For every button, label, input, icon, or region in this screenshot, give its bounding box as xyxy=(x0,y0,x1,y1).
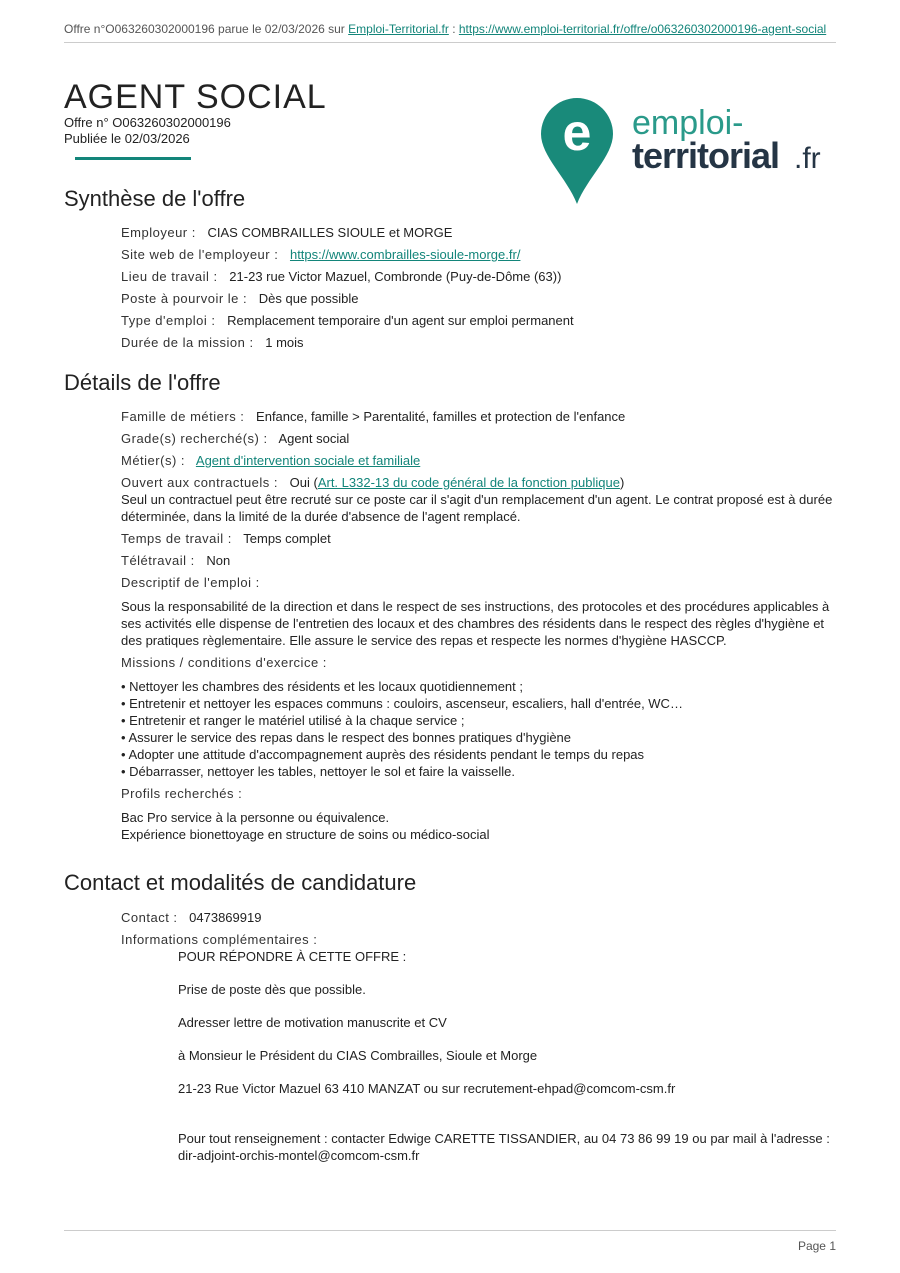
accent-bar xyxy=(75,157,191,160)
source-line xyxy=(64,21,836,43)
family-label: Famille de métiers : xyxy=(121,409,245,424)
telework-value: Non xyxy=(206,553,231,568)
contract-label: Ouvert aux contractuels : xyxy=(121,475,279,490)
section-heading-details: Détails de l'offre xyxy=(64,370,221,395)
duration-label: Durée de la mission : xyxy=(121,335,254,350)
page-title: AGENT SOCIAL xyxy=(64,78,327,116)
page-number: Page 1 xyxy=(797,1239,836,1253)
section-heading-contact: Contact et modalités de candidature xyxy=(64,870,417,895)
metier-link[interactable]: Agent d'intervention sociale et familiale xyxy=(195,453,421,468)
worktime-label: Temps de travail : xyxy=(121,531,232,546)
info-label: Informations complémentaires : xyxy=(121,932,318,947)
separator: : xyxy=(452,22,456,36)
contact-phone: 0473869919 xyxy=(189,910,262,925)
start-value: Dès que possible xyxy=(258,291,359,306)
synthese-section xyxy=(121,224,836,356)
mission-item: • Entretenir et nettoyer les espaces communs : couloirs, ascenseur, escaliers, hall d'entrée, WC… xyxy=(121,696,683,711)
svg-text:emploi-: emploi- xyxy=(632,104,744,142)
offer-url-link[interactable]: https://www.emploi-territorial.fr/offre/o063260302000196-agent-social xyxy=(458,22,827,36)
info-line: à Monsieur le Président du CIAS Combrailles, Sioule et Morge xyxy=(178,1048,538,1063)
paren: ) xyxy=(619,475,625,490)
description-label: Descriptif de l'emploi : xyxy=(121,575,260,590)
contact-section xyxy=(121,909,836,1180)
contract-text: Seul un contractuel peut être recruté sur ce poste car il s'agit d'un remplacement d'un agent. Le contrat proposé est à durée déterminée, dans la limité de la durée d'absence de l'agent remplacé. xyxy=(121,492,833,524)
mission-item: • Entretenir et ranger le matériel utilisé à la chaque service ; xyxy=(121,713,465,728)
profiles-label: Profils recherchés : xyxy=(121,786,243,801)
missions-list xyxy=(121,678,836,780)
law-article-link[interactable]: Art. L332-13 du code général de la fonction publique xyxy=(317,475,620,490)
missions-label: Missions / conditions d'exercice : xyxy=(121,655,327,670)
job-type-value: Remplacement temporaire d'un agent sur emploi permanent xyxy=(227,313,574,328)
info-line: Adresser lettre de motivation manuscrite et CV xyxy=(178,1015,447,1030)
profile-item: Expérience bionettoyage en structure de soins ou médico-social xyxy=(121,827,490,842)
offer-meta xyxy=(64,115,231,147)
emploi-territorial-logo xyxy=(540,96,830,208)
source-prefix: Offre n°O063260302000196 parue le 02/03/2026 sur xyxy=(64,22,345,36)
telework-label: Télétravail : xyxy=(121,553,195,568)
mission-item: • Débarrasser, nettoyer les tables, nettoyer le sol et faire la vaisselle. xyxy=(121,764,516,779)
location-value: 21-23 rue Victor Mazuel, Combronde (Puy-de-Dôme (63)) xyxy=(229,269,562,284)
employer-label: Employeur : xyxy=(121,225,196,240)
employer-value: CIAS COMBRAILLES SIOULE et MORGE xyxy=(207,225,453,240)
svg-text:territorial: territorial xyxy=(632,135,780,176)
contact-label: Contact : xyxy=(121,910,178,925)
page-footer xyxy=(64,1230,836,1253)
info-block xyxy=(121,948,836,1164)
info-line: Prise de poste dès que possible. xyxy=(178,982,366,997)
contract-value: Oui ( xyxy=(289,475,318,490)
svg-text:e: e xyxy=(562,104,592,162)
svg-text:.fr: .fr xyxy=(794,142,821,175)
location-label: Lieu de travail : xyxy=(121,269,218,284)
metier-label: Métier(s) : xyxy=(121,453,185,468)
employer-website-link[interactable]: https://www.combrailles-sioule-morge.fr/ xyxy=(289,247,521,262)
published-date: Publiée le 02/03/2026 xyxy=(64,131,190,146)
job-type-label: Type d'emploi : xyxy=(121,313,216,328)
site-link[interactable]: Emploi-Territorial.fr xyxy=(348,22,449,36)
mission-item: • Assurer le service des repas dans le respect des bonnes pratiques d'hygiène xyxy=(121,730,572,745)
details-section xyxy=(121,408,836,848)
mission-item: • Adopter une attitude d'accompagnement auprès des résidents pendant le temps du repas xyxy=(121,747,645,762)
profile-item: Bac Pro service à la personne ou équivalence. xyxy=(121,810,390,825)
grade-label: Grade(s) recherché(s) : xyxy=(121,431,268,446)
duration-value: 1 mois xyxy=(265,335,304,350)
website-label: Site web de l'employeur : xyxy=(121,247,279,262)
worktime-value: Temps complet xyxy=(243,531,331,546)
section-heading-synthese: Synthèse de l'offre xyxy=(64,186,246,211)
offer-number: Offre n° O063260302000196 xyxy=(64,115,231,130)
description-text: Sous la responsabilité de la direction et dans le respect de ses instructions, des protocoles et des procédures applicables à ses activités elle dispense de l'entretien des locaux et des chambres des résidents dans le respect des règles d'hygiène et des pratiques règlementaire. Elle assure le service des repas et respecte les normes d'hygiène HASCCP. xyxy=(121,599,830,648)
info-line: Pour tout renseignement : contacter Edwige CARETTE TISSANDIER, au 04 73 86 99 19 ou par mail à l'adresse : dir-adjoint-orchis-montel@comcom-csm.fr xyxy=(178,1131,830,1163)
profiles-list xyxy=(121,809,836,843)
family-value: Enfance, famille > Parentalité, familles et protection de l'enfance xyxy=(256,409,626,424)
mission-item: • Nettoyer les chambres des résidents et les locaux quotidiennement ; xyxy=(121,679,523,694)
info-line: 21-23 Rue Victor Mazuel 63 410 MANZAT ou sur recrutement-ehpad@comcom-csm.fr xyxy=(178,1081,676,1096)
info-line: POUR RÉPONDRE À CETTE OFFRE : xyxy=(178,949,407,964)
start-label: Poste à pourvoir le : xyxy=(121,291,248,306)
grade-value: Agent social xyxy=(278,431,350,446)
